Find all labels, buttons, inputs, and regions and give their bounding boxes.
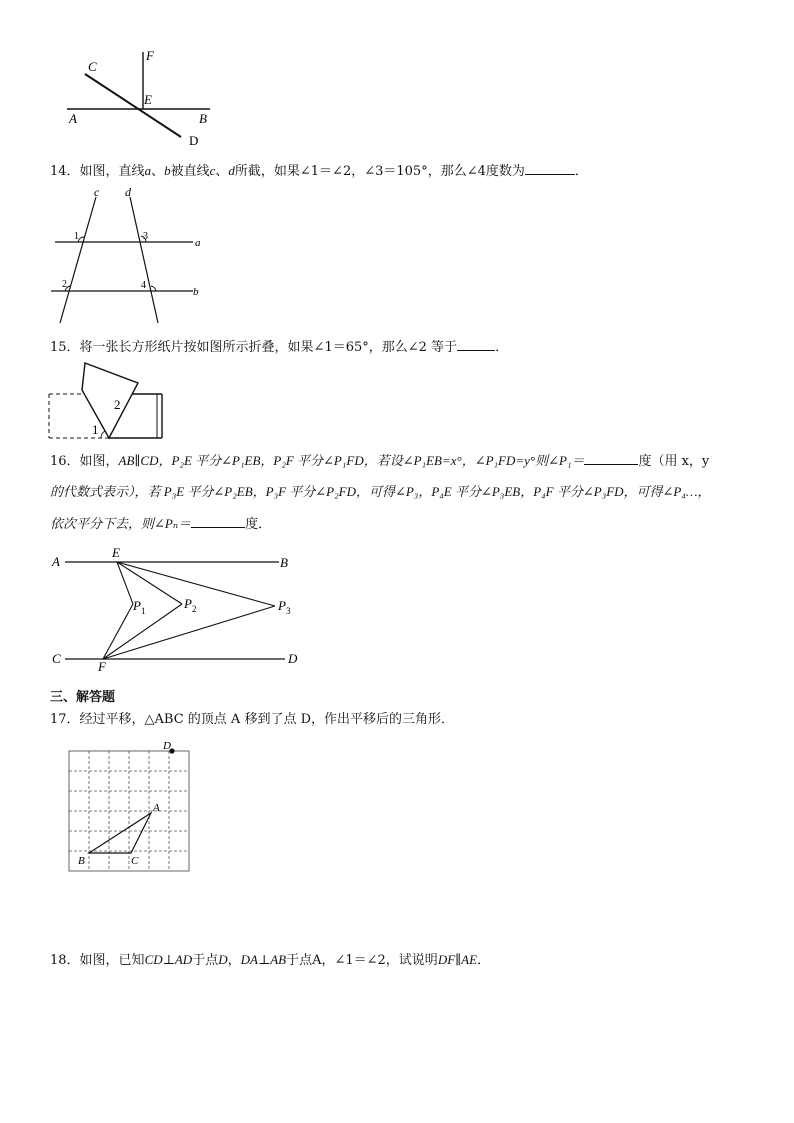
- fig13-label-B: B: [199, 111, 207, 126]
- fig14-label-3: 3: [143, 231, 148, 242]
- q14-var-b: b: [164, 163, 171, 178]
- q15-text: 将一张长方形纸片按如图所示折叠，如果∠1＝65°，那么∠2 等于: [79, 340, 458, 355]
- fig13-label-E: E: [144, 92, 152, 107]
- fig17-grid-triangle: [60, 736, 200, 876]
- q16-text-2: 度（用 x，y: [638, 454, 710, 469]
- q16-line-2: [50, 484, 710, 501]
- fig16-label-P3: $P_3$: [278, 598, 291, 616]
- q14-number: 14．: [50, 164, 80, 179]
- fig14-label-d: d: [125, 185, 131, 199]
- q18-number: 18．: [50, 953, 80, 968]
- fig13-label-A: A: [69, 111, 77, 126]
- fig15-label-1: 1: [92, 422, 99, 437]
- fig13-label-D: D: [189, 133, 199, 148]
- q16-answer-blank-2[interactable]: [191, 515, 245, 528]
- q15-answer-blank[interactable]: [457, 338, 495, 351]
- fig16-label-D: D: [288, 651, 298, 666]
- q16-line-3: [50, 515, 271, 533]
- fig14-label-c: c: [94, 185, 100, 199]
- fig16-label-E: E: [112, 545, 120, 560]
- fig13-label-F: F: [146, 48, 154, 63]
- q14-text-1: 如图，直线: [79, 164, 145, 179]
- fig17-label-C: C: [131, 855, 139, 867]
- q14-var-a: a: [144, 163, 152, 178]
- fig13-intersecting-lines: [55, 42, 225, 152]
- fig16-bisector-points: [45, 542, 315, 672]
- q18-question: [50, 952, 490, 969]
- q18-text-4: 于点A，∠1＝∠2，试说明: [286, 953, 438, 968]
- q15-end: ．: [495, 340, 509, 355]
- q16-text-3: 的代数式表示），若 P₃E 平分∠P₂EB，P₃F 平分∠P₂FD，可得∠P₃，P₄E 平分∠P₃EB，P₄F 平分∠P₃FD，可得∠P₄…，: [50, 484, 711, 499]
- q14-text-2: 被直线: [170, 164, 210, 179]
- q16-answer-blank-1[interactable]: [584, 452, 638, 465]
- fig13-label-C: C: [88, 59, 97, 74]
- fig15-label-2: 2: [114, 397, 121, 412]
- q18-seg-ae: AE: [461, 952, 478, 967]
- fig16-label-A: A: [52, 554, 60, 569]
- q18-perp-2: ⊥: [257, 953, 271, 968]
- fig14-parallel-lines: [48, 185, 218, 325]
- fig14-label-b: b: [193, 286, 199, 298]
- q16-line-1: [50, 452, 709, 470]
- q18-text-1: 如图，已知: [79, 953, 145, 968]
- q18-seg-ad: AD: [174, 952, 193, 967]
- fig14-label-a: a: [195, 237, 201, 249]
- q14-sep-1: 、: [151, 164, 165, 179]
- q14-sep-2: 、: [215, 164, 229, 179]
- fig17-label-B: B: [78, 855, 85, 867]
- q18-seg-da: DA: [240, 952, 258, 967]
- q18-text-2: 于点: [192, 953, 219, 968]
- q18-point-d: D: [218, 952, 228, 967]
- q18-parallel: ∥: [455, 953, 462, 968]
- q16-text-1: AB∥CD，P₂E 平分∠P₁EB，P₂F 平分∠P₁FD，若设∠P₁EB=x°，∠P₁FD=y°则∠P₁＝: [118, 453, 585, 468]
- fig17-label-A: A: [153, 802, 160, 814]
- q14-end: ．: [574, 164, 588, 179]
- q14-text-3: 所截，如果∠1＝∠2，∠3＝105°，那么∠4度数为: [234, 164, 525, 179]
- q14-answer-blank[interactable]: [525, 162, 575, 175]
- q15-number: 15．: [50, 340, 80, 355]
- fig16-label-B: B: [280, 555, 288, 570]
- q14-var-d: d: [228, 163, 235, 178]
- fig17-label-D: D: [163, 740, 171, 752]
- fig16-label-P2: $P_2$: [184, 596, 197, 614]
- fig14-label-2: 2: [62, 279, 67, 290]
- q14-question: [50, 162, 588, 180]
- q18-seg-ab: AB: [270, 952, 287, 967]
- q18-seg-cd: CD: [144, 952, 163, 967]
- fig14-label-1: 1: [74, 231, 79, 242]
- q18-end: ．: [477, 953, 491, 968]
- section-heading: 三、解答题: [50, 690, 116, 705]
- q16-text-4: 依次平分下去，则∠Pₙ＝: [50, 516, 192, 531]
- q17-question: 17．经过平移，△ABC 的顶点 A 移到了点 D，作出平移后的三角形．: [50, 712, 455, 727]
- fig16-label-F: F: [98, 659, 106, 672]
- fig16-label-C: C: [52, 651, 61, 666]
- q15-question: [50, 338, 508, 356]
- q16-text-5: 度．: [245, 517, 272, 532]
- fig14-label-4: 4: [141, 280, 146, 291]
- q18-text-3: ，: [227, 953, 241, 968]
- q14-var-c: c: [209, 163, 216, 178]
- q16-number: 16．如图，: [50, 454, 119, 469]
- q18-perp-1: ⊥: [162, 953, 175, 968]
- fig16-label-P1: $P_1$: [133, 598, 146, 616]
- q18-seg-df: DF: [437, 952, 456, 967]
- fig15-folded-paper: [45, 360, 170, 445]
